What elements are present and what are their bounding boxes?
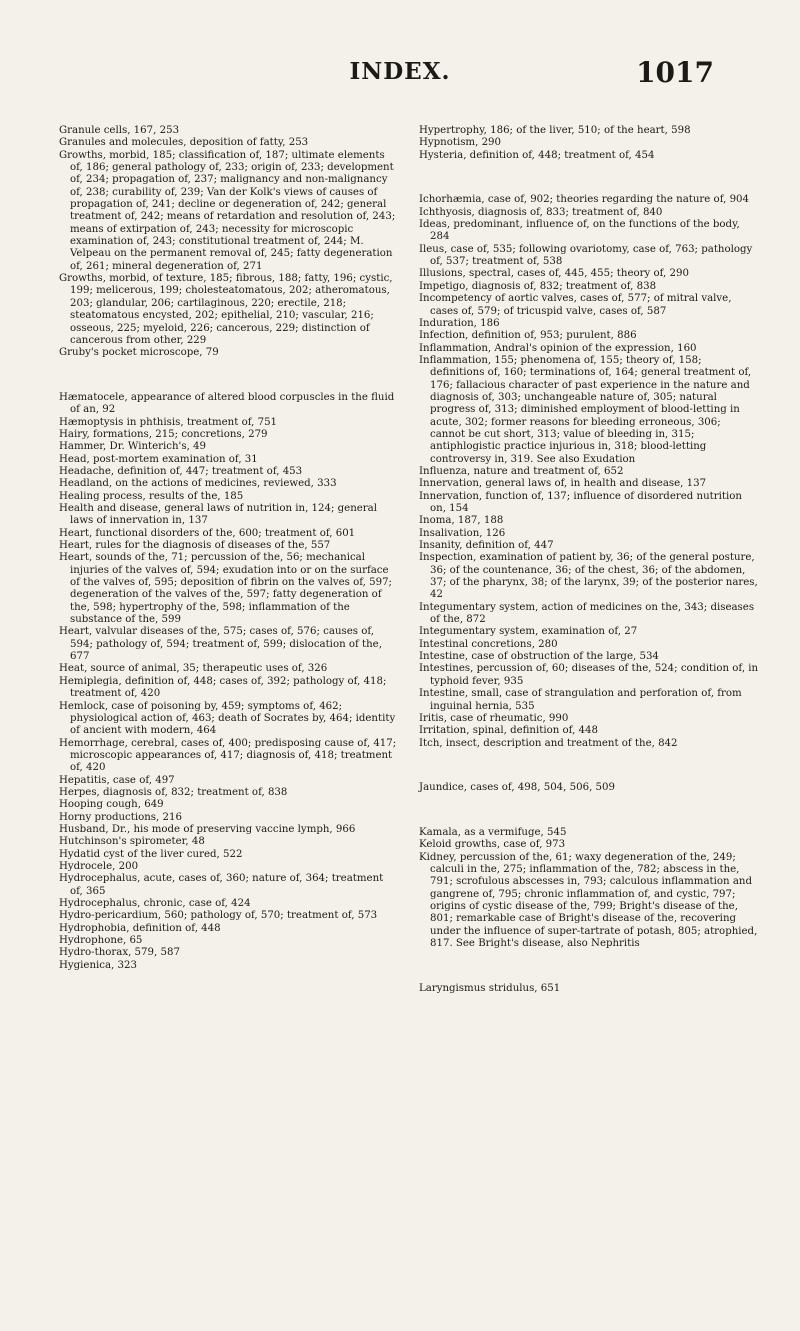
index-entry: Illusions, spectral, cases of, 445, 455; theory of, 290 <box>419 268 689 280</box>
index-entry: Granules and molecules, deposition of fatty, 253 <box>59 137 309 149</box>
page-header <box>60 58 740 92</box>
index-entry: Innervation, general laws of, in health and disease, 137 <box>419 478 707 490</box>
index-entry: Hysteria, definition of, 448; treatment of, 454 <box>419 149 655 161</box>
index-entry: Keloid growths, case of, 973 <box>419 839 566 851</box>
index-entry: Granule cells, 167, 253 <box>59 125 180 136</box>
index-entry: Inspection, examination of patient by, 36; of the general posture, 36; of the countenance, 36; of the chest, 36; of the abdomen, 37; of the pharynx, 38; of the larynx, 39; of the posterior nares, 42 <box>419 552 758 601</box>
section-gap <box>419 961 759 973</box>
index-entry: Ileus, case of, 535; following ovariotomy, case of, 763; pathology of, 537; treatment of, 538 <box>419 243 753 268</box>
index-entry: Insalivation, 126 <box>419 527 506 539</box>
index-entry: Impetigo, diagnosis of, 832; treatment of, 838 <box>419 280 657 292</box>
index-entry: Horny productions, 216 <box>59 811 182 823</box>
index-entry: Intestine, small, case of strangulation and perforation of, from inguinal hernia, 535 <box>419 688 742 712</box>
index-entry: Heart, sounds of the, 71; percussion of the, 56; mechanical injuries of the valves of, 594; exudation into or on the surface of the valves of, 595; deposition of fibrin on the valves of, 597; degeneration of the valves of the, 597; fatty degeneration of the, 598; hypertrophy of the, 598; inflammation of the substance of the, 599 <box>59 552 392 626</box>
index-entry: Laryngismus stridulus, 651 <box>419 982 561 994</box>
index-entry: Inflammation, 155; phenomena of, 155; theory of, 158; definitions of, 160; terminations of, 164; general treatment of, 176; fallacious character of past experience in the nature and diagnosis of, 303; unchangeable nature of, 305; natural progress of, 313; diminished employment of blood-letting in acute, 302; former reasons for bleeding erroneous, 306; cannot be cut short, 313; value of bleeding in, 315; antiphlogistic practice injurious in, 318; blood-letting controversy in, 319. See also Exudation <box>419 354 752 465</box>
index-entry: Kidney, percussion of the, 61; waxy degeneration of the, 249; calculi in the, 275; inflammation of the, 782; abscess in the, 791; scrofulous abscesses in, 793; calculous inflammation and gangrene of, 795; chronic inflammation of, and cystic, 797; origins of cystic disease of the, 799; Bright's disease of the, 801; remarkable case of Bright's disease of the, recovering under the influence of super-tartrate of potash, 805; atrophied, 817. See Bright's disease, also Nephritis <box>419 851 758 950</box>
index-entry: Inflammation, Andral's opinion of the expression, 160 <box>419 342 697 354</box>
index-entry: Growths, morbid, 185; classification of, 187; ultimate elements of, 186; general pathology of, 233; origin of, 233; development of, 234; propagation of, 237; malignancy and non-malignancy of, 238; curability of, 239; Van der Kolk's views of causes of propagation of, 241; decline or degeneration of, 242; general treatment of, 242; means of retardation and resolution of, 243; means of extirpation of, 243; necessity for microscopic examination of, 243; constitutional treatment of, 244; M. Velpeau on the permanent removal of, 245; fatty degeneration of, 261; mineral degeneration of, 271 <box>59 149 396 272</box>
running-title: INDEX. <box>349 58 451 85</box>
section-gap <box>419 805 759 817</box>
index-entry: Hydatid cyst of the liver cured, 522 <box>59 848 243 860</box>
index-entry: Hemiplegia, definition of, 448; cases of, 392; pathology of, 418; treatment of, 420 <box>59 675 387 700</box>
index-entry: Hæmoptysis in phthisis, treatment of, 751 <box>59 416 278 428</box>
index-entry: Growths, morbid, of texture, 185; fibrous, 188; fatty, 196; cystic, 199; melicerous, 199; cholesteatomatous, 202; atheromatous, 203; glandular, 206; cartilaginous, 220; erectile, 218; steatomatous encysted, 202; epithelial, 210; vascular, 216; osseous, 225; myeloid, 226; cancerous, 229; distinction of cancerous from other, 229 <box>59 273 393 346</box>
index-entry: Inoma, 187, 188 <box>419 515 504 527</box>
index-entry: Hydrocephalus, chronic, case of, 424 <box>59 898 251 909</box>
index-entry: Hydrophone, 65 <box>59 935 143 947</box>
index-entry: Herpes, diagnosis of, 832; treatment of, 838 <box>59 786 288 798</box>
index-entry: Hypnotism, 290 <box>419 137 502 149</box>
index-entry: Gruby's pocket microscope, 79 <box>59 347 219 359</box>
index-entry: Induration, 186 <box>419 317 500 329</box>
index-entry: Hemlock, case of poisoning by, 459; symptoms of, 462; physiological action of, 463; death of Socrates by, 464; identity of ancient with modern, 464 <box>59 700 396 737</box>
index-entry: Hemorrhage, cerebral, cases of, 400; predisposing cause of, 417; microscopic appearances of, 417; diagnosis of, 418; treatment of, 420 <box>59 737 397 774</box>
index-entry: Ichthyosis, diagnosis of, 833; treatment of, 840 <box>419 206 663 218</box>
page-number: 1017 <box>636 56 714 89</box>
index-entry: Hepatitis, case of, 497 <box>59 774 175 786</box>
index-entry: Hypertrophy, 186; of the liver, 510; of the heart, 598 <box>419 125 691 136</box>
index-column-right <box>419 125 759 995</box>
section-gap <box>419 172 759 184</box>
index-entry: Hæmatocele, appearance of altered blood corpuscles in the fluid of an, 92 <box>59 391 395 416</box>
index-entry: Integumentary system, examination of, 27 <box>419 626 638 638</box>
index-entry: Headland, on the actions of medicines, reviewed, 333 <box>59 478 337 490</box>
index-entry: Hydro-thorax, 579, 587 <box>59 947 180 959</box>
index-entry: Husband, Dr., his mode of preserving vaccine lymph, 966 <box>59 823 356 835</box>
index-entry: Irritation, spinal, definition of, 448 <box>419 725 599 737</box>
index-entry: Itch, insect, description and treatment of the, 842 <box>419 737 678 749</box>
index-entry: Hairy, formations, 215; concretions, 279 <box>59 428 268 440</box>
index-entry: Hydrocephalus, acute, cases of, 360; nature of, 364; treatment of, 365 <box>59 873 384 897</box>
index-entry: Incompetency of aortic valves, cases of, 577; of mitral valve, cases of, 579; of tricuspid valve, cases of, 587 <box>419 293 732 317</box>
index-entry: Hydrocele, 200 <box>59 860 139 872</box>
index-entry: Intestinal concretions, 280 <box>419 638 558 650</box>
index-entry: Integumentary system, action of medicines on the, 343; diseases of the, 872 <box>419 601 755 626</box>
index-entry: Ichorhæmia, case of, 902; theories regarding the nature of, 904 <box>419 194 750 206</box>
index-entry: Hydro-pericardium, 560; pathology of, 570; treatment of, 573 <box>59 910 378 922</box>
index-entry: Hutchinson's spirometer, 48 <box>59 836 205 848</box>
index-entry: Hooping cough, 649 <box>59 799 164 811</box>
index-entry: Heat, source of animal, 35; therapeutic uses of, 326 <box>59 663 328 675</box>
index-entry: Jaundice, cases of, 498, 504, 506, 509 <box>419 782 615 794</box>
index-entry: Iritis, case of rheumatic, 990 <box>419 712 569 724</box>
index-entry: Headache, definition of, 447; treatment of, 453 <box>59 465 303 477</box>
index-entry: Insanity, definition of, 447 <box>419 540 554 552</box>
section-gap <box>419 760 759 772</box>
index-entry: Heart, valvular diseases of the, 575; cases of, 576; causes of, 594; pathology of, 594; treatment of, 599; dislocation of the, 677 <box>59 626 382 663</box>
index-entry: Heart, rules for the diagnosis of diseases of the, 557 <box>59 540 331 552</box>
index-entry: Kamala, as a vermifuge, 545 <box>419 826 567 838</box>
index-entry: Influenza, nature and treatment of, 652 <box>419 465 624 477</box>
index-entry: Heart, functional disorders of the, 600; treatment of, 601 <box>59 527 356 539</box>
section-gap <box>59 370 399 382</box>
index-column-left <box>59 125 399 972</box>
index-entry: Intestine, case of obstruction of the large, 534 <box>419 651 659 663</box>
index-entry: Innervation, function of, 137; influence of disordered nutrition on, 154 <box>419 490 742 514</box>
index-entry: Infection, definition of, 953; purulent, 886 <box>419 330 637 342</box>
index-entry: Hygienica, 323 <box>59 959 137 971</box>
index-entry: Ideas, predominant, influence of, on the functions of the body, 284 <box>419 219 740 243</box>
index-entry: Health and disease, general laws of nutrition in, 124; general laws of innervation in, 137 <box>59 503 378 527</box>
index-entry: Head, post-mortem examination of, 31 <box>59 453 258 465</box>
index-entry: Hammer, Dr. Winterich's, 49 <box>59 441 207 453</box>
index-entry: Hydrophobia, definition of, 448 <box>59 922 221 934</box>
index-entry: Intestines, percussion of, 60; diseases of the, 524; condition of, in typhoid fever, 935 <box>419 663 759 687</box>
index-entry: Healing process, results of the, 185 <box>59 490 244 502</box>
